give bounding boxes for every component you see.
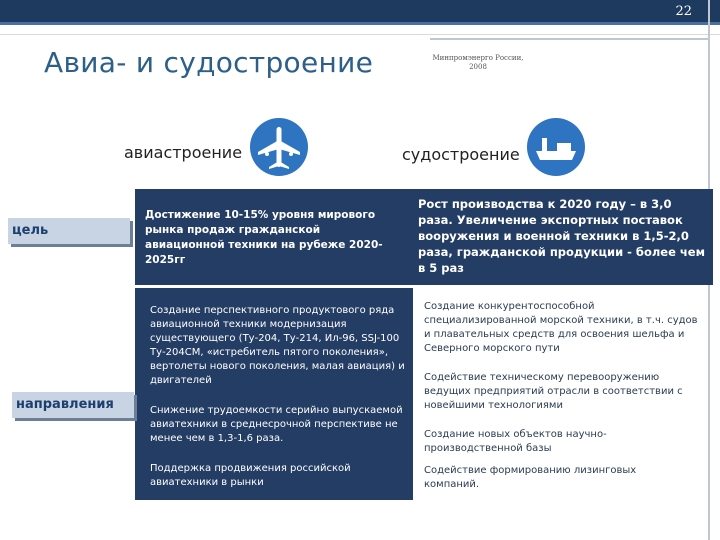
source-note: Минпромэнерго России, 2008 [432, 54, 524, 71]
ship-icon [527, 118, 585, 176]
goal-label: цель [8, 218, 130, 244]
top-banner-stripe [0, 22, 720, 25]
airplane-icon [250, 118, 308, 176]
header-divider [0, 34, 720, 35]
avia-direction-item: Создание перспективного продуктового ряда авиационной техники модернизация существующего (Ту-204, Ту-214, Ил-96, SSJ-100 Ту-204СМ, «истребитель пятого поколения», вертолеты нового поколения, малая авиация) и двигателей [150, 305, 405, 386]
avia-goal-text: Достижение 10-15% уровня мирового рынка продаж гражданской авиационной техники на рубеже 2020-2025гг [145, 209, 383, 266]
directions-label: направления [12, 392, 134, 418]
ship-direction-item: Содействие формированию лизинговых компаний. [424, 465, 637, 490]
ship-column-header: судостроение [402, 145, 520, 164]
ship-direction-item: Содействие техническому перевооружению ведущих предприятий отрасли в соответствии с новейшими технологиями [424, 372, 683, 411]
ship-direction-item: Создание конкурентоспособной специализированной морской техники, в т.ч. судов и плавательных средств для освоения шельфа и Северного морского пути [424, 301, 698, 354]
page-number: 22 [675, 4, 692, 19]
avia-direction-item: Снижение трудоемкости серийно выпускаемой авиатехники в среднесрочной перспективе не менее чем в 1,3-1,6 раза. [150, 405, 403, 444]
avia-column-header: авиастроение [124, 143, 243, 162]
top-banner [0, 0, 720, 22]
frame-top-line [430, 38, 708, 40]
ship-goal-text: Рост производства к 2020 году – в 3,0 раза. Увеличение экспортных поставок вооружения и военной техники в 1,5-2,0 раза, гражданской продукции - более чем в 5 раз [418, 197, 705, 275]
page-title: Авиа- и судостроение [44, 46, 374, 79]
ship-direction-item: Создание новых объектов научно-производственной базы [424, 429, 607, 454]
avia-direction-item: Поддержка продвижения российской авиатехники в рынки [150, 463, 351, 488]
